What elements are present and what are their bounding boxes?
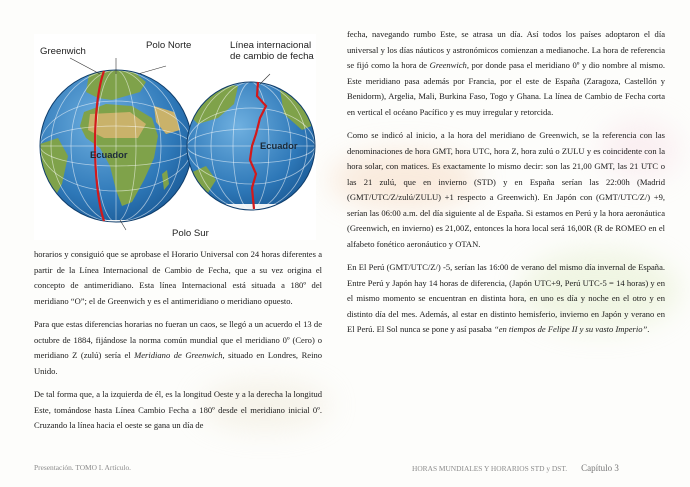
date-line-label-line2: de cambio de fecha — [230, 51, 314, 62]
equator-label-right: Ecuador — [260, 140, 298, 151]
quote-emphasis: “en tiempos de Felipe II y su vasto Imperio” — [493, 324, 648, 334]
greenwich-label: Greenwich — [40, 46, 86, 57]
antarctica-landmass — [184, 204, 316, 224]
footer-left: Presentación. TOMO I. Artículo. — [34, 463, 132, 472]
north-pole-pointer — [138, 66, 166, 74]
paragraph: Para que estas diferencias horarias no fueran un caos, se llegó a un acuerdo el 13 de octubre de 1884, fijándose la norma común mundial que el meridiano 0º (Cero) o meridiano Z (zulú) sería el Meridiano de Greenwich, situado en Londres, Reino Unido. — [34, 319, 322, 376]
paragraph: Como se indicó al inicio, a la hora del meridiano de Greenwich, se la referencia con las denominaciones de hora GMT, hora UTC, hora Z, hora zulú o ZULU y es coincidente con la hora solar, con matices. Es exactamente lo mismo decir: son las 21,00 GMT, las 21 UTC o las 21 zulú, que en invierno (STD) y en España serían las 22:00h (Madrid (GMT/UTC/Z/zulú/ZULU) +1 respecto a Greenwich). En Japón con (GMT/UTC/Z/) +9, serían las 06:00 a.m. del día siguiente al de España. Si estamos en Perú y la hora aeronáutica (Greenwich, en invierno) es 21,00Z, entonces la hora local será 16,00R (R de ROMEO en el alfabeto fonético aeronáutico y OTAN. — [347, 130, 665, 249]
right-column — [347, 27, 665, 346]
paragraph: De tal forma que, a la izquierda de él, es la longitud Oeste y a la derecha la longitud Este, tomándose hasta Línea Cambio Fecha a 180º desde el meridiano inicial 0º. Cruzando la línea hacia el oeste se gana un día de — [34, 389, 322, 430]
south-pole-label: Polo Sur — [172, 228, 209, 239]
greenwich-emphasis: Greenwich — [429, 60, 467, 70]
equator-label-left: Ecuador — [90, 149, 128, 160]
chapter-label: Capítulo 3 — [581, 463, 619, 473]
paragraph: horarios y consiguió que se aprobase el Horario Universal con 24 horas diferentes a partir de la Línea Internacional de Cambio de Fecha, que a su vez origina el concepto de antimeridiano. Esta línea Internacional está situada a 180º del meridiano “O”; el de Greenwich y es el antimeridiano o meridiano opuesto. — [34, 249, 322, 306]
date-line-pointer — [260, 74, 270, 84]
paragraph: En El Perú (GMT/UTC/Z/) -5, serían las 16:00 de verano del mismo día invernal de España. Entre Perú y Japón hay 14 horas de diferencia, (Japón UTC+9, Perú UTC-5 = 14 horas) y en el mismo momento se encuentran en distinta hora, en uno es día y noche en el otro y en distinto día del mes. Además, al estar en distinto hemisferio, invierno en Japón y verano en El Perú. El Sol nunca se pone y así pasaba “en tiempos de Felipe II y su vasto Imperio”. — [347, 262, 665, 334]
footer-title: HORAS MUNDIALES Y HORARIOS STD y DST. — [412, 464, 568, 473]
left-globe — [40, 58, 192, 234]
greenwich-emphasis: Meridiano de Greenwich — [134, 350, 223, 360]
date-line-label-line1: Línea internacional — [230, 40, 312, 51]
paragraph: fecha, navegando rumbo Este, se atrasa un día. Así todos los países adoptaron el día universal y los días náuticos y astronómicos comienzan a medianoche. La hora de referencia se fijó como la hora de Greenwich, por donde pasa el meridiano 0º y dio nombre al mismo. Este meridiano pasa además por Francia, por el este de España (Zaragoza, Castellón y Benidorm), Argelia, Mali, Burkina Faso, Togo y Ghana. La línea de Cambio de Fecha corta en vertical el océano Pacífico y es muy irregular y retorcida. — [347, 29, 665, 117]
north-pole-label: Polo Norte — [146, 40, 192, 51]
greenwich-pointer — [70, 58, 100, 74]
footer-right — [412, 463, 619, 473]
globes-illustration — [34, 34, 316, 240]
left-column — [34, 247, 322, 442]
globes-figure — [34, 34, 316, 240]
